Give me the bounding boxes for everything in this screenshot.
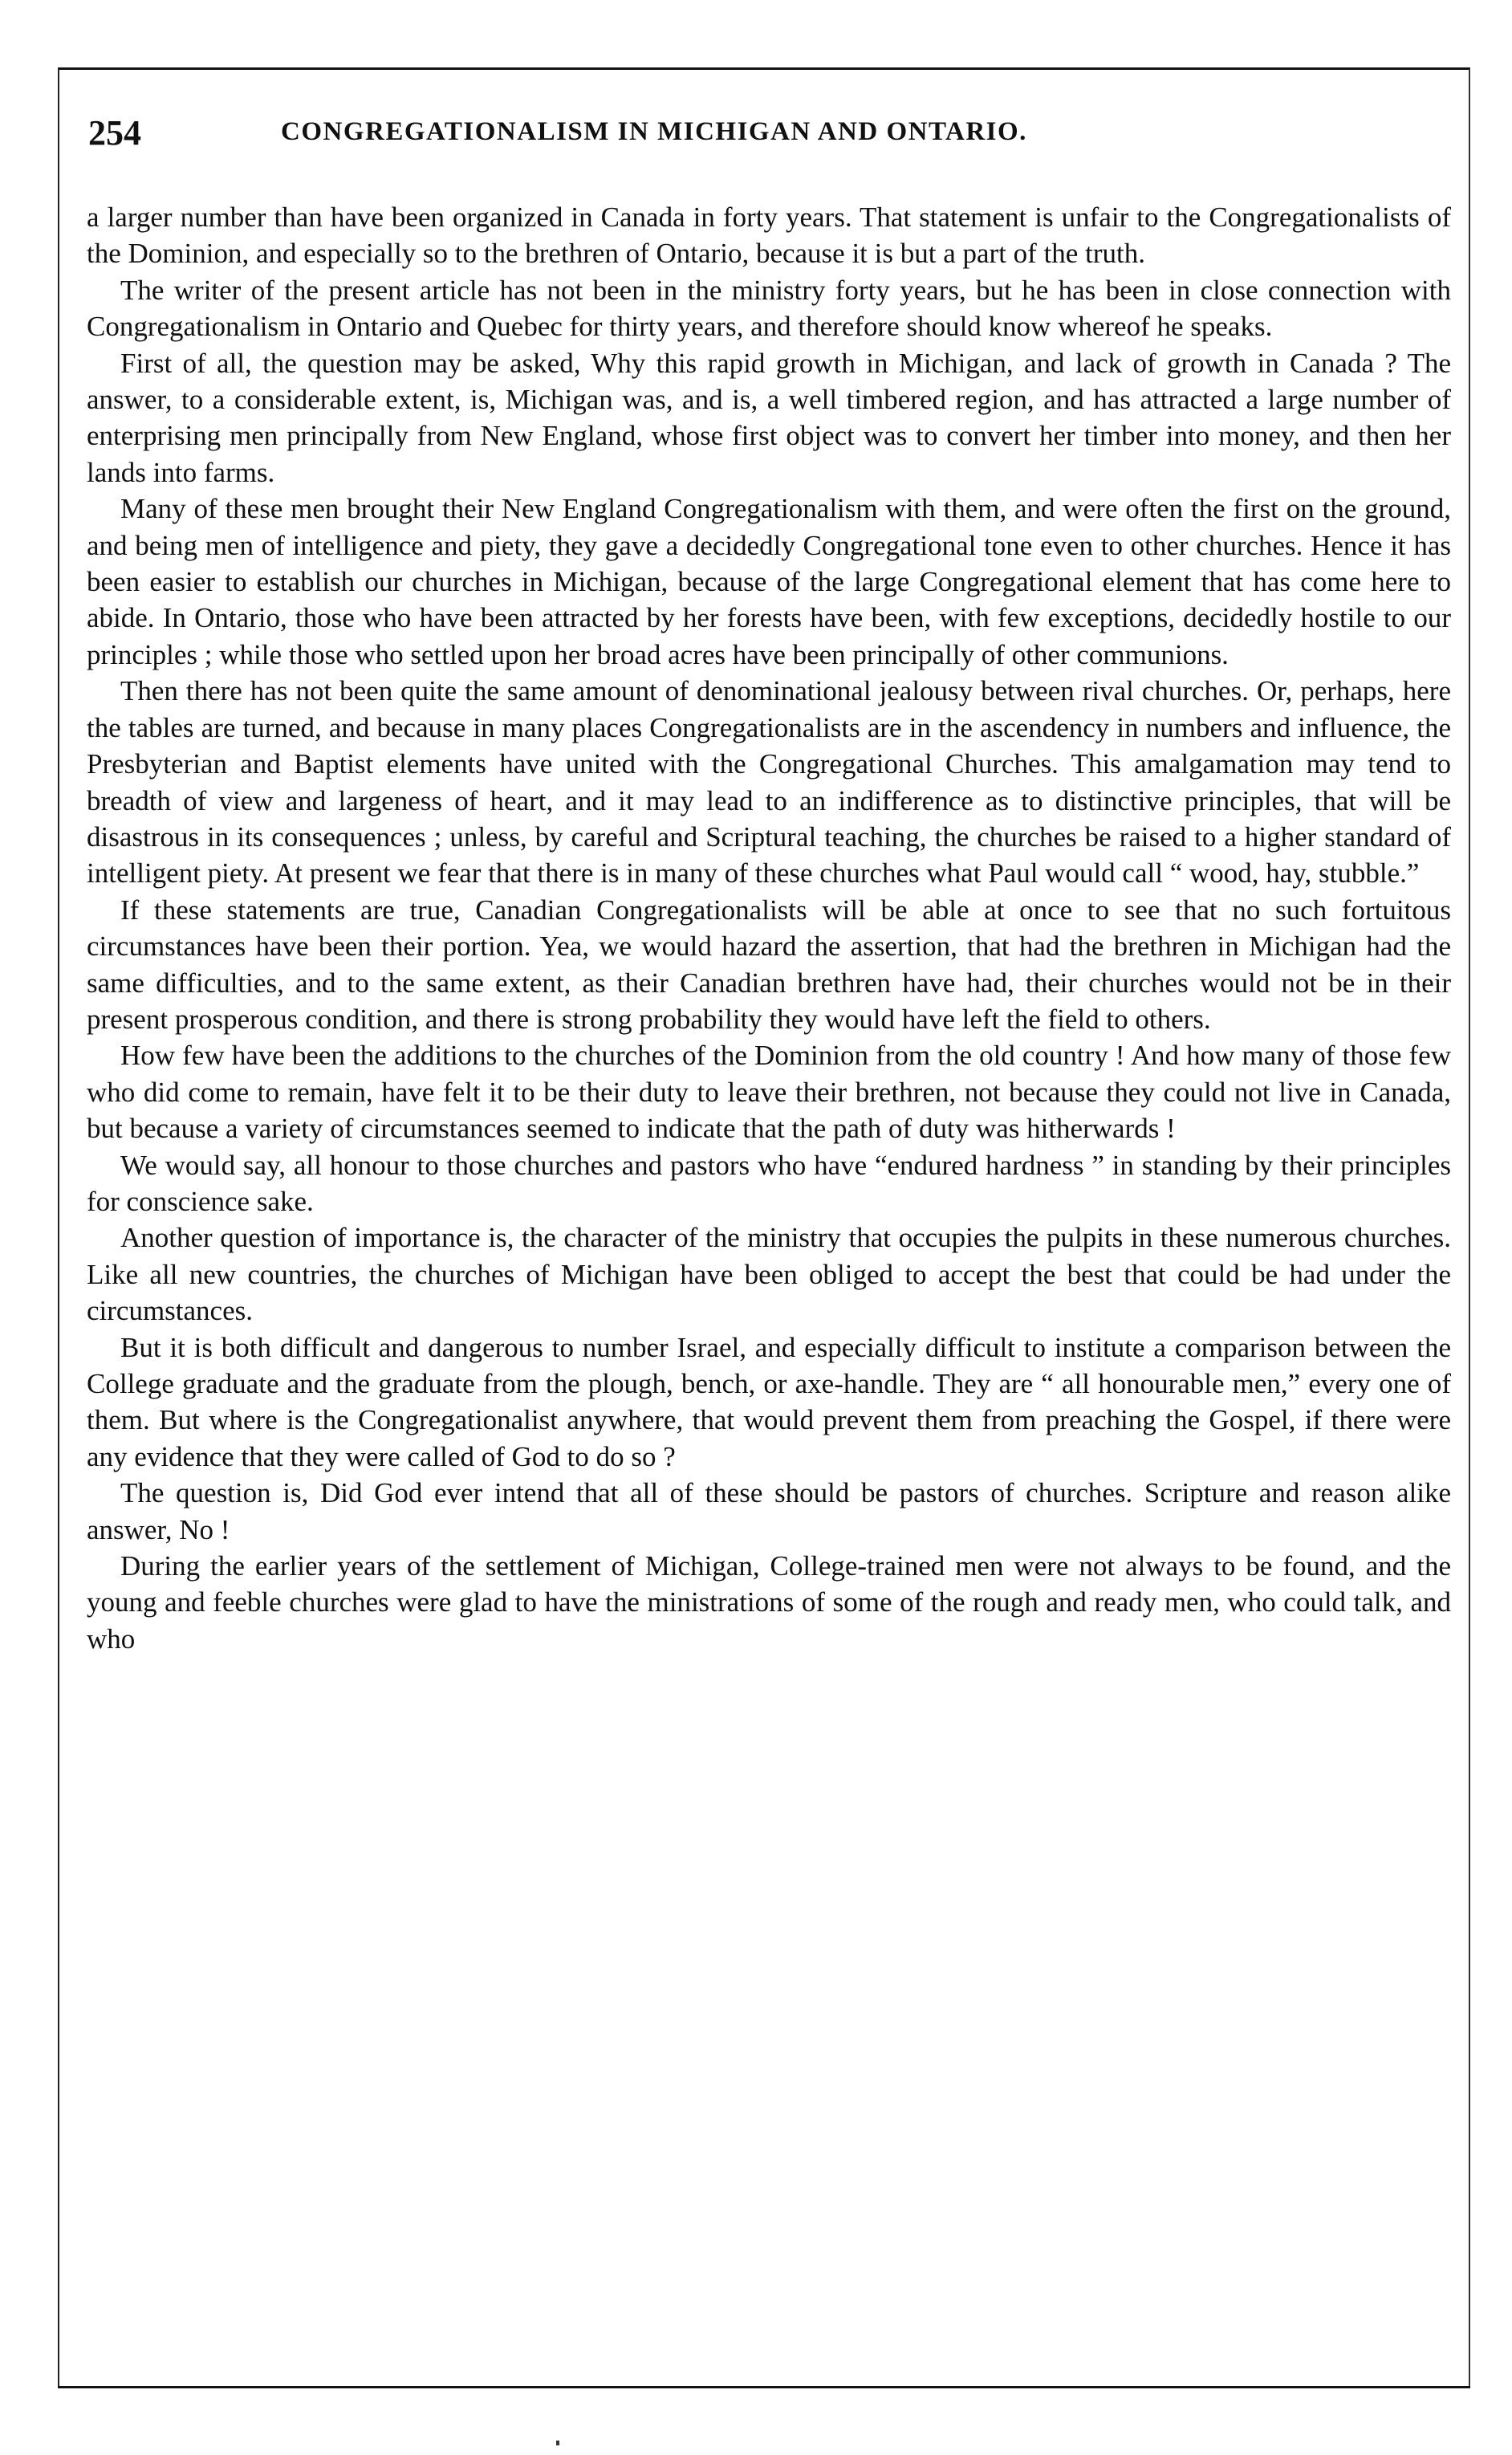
paragraph: But it is both difficult and dangerous to number Israel, and especially difficult to institute a comparison between the College graduate and the graduate from the plough, bench, or axe-handle. They are “ all honourable men,” every one of them. But where is the Congregationalist anywhere, that would prevent them from preaching the Gospel, if there were any evidence that they were called of God to do so ? <box>87 1331 1451 1472</box>
paragraph: First of all, the question may be asked, Why this rapid growth in Michigan, and lack of growth in Canada ? The answer, to a considerable extent, is, Michigan was, and is, a well timbered region, and has attracted a large number of enterprising men principally from New England, whose first object was to convert her timber into money, and then her lands into farms. <box>87 347 1451 488</box>
text-body <box>87 199 1451 1657</box>
running-title: CONGREGATIONALISM IN MICHIGAN AND ONTARIO. <box>281 117 1027 146</box>
paragraph: Another question of importance is, the character of the ministry that occupies the pulpits in these numerous churches. Like all new countries, the churches of Michigan have been obliged to accept the best that could be had under the circumstances. <box>87 1222 1451 1327</box>
paragraph: How few have been the additions to the churches of the Dominion from the old country ! And how many of those few who did come to remain, have felt it to be their duty to leave their brethren, not because they could not live in Canada, but because a variety of circumstances seemed to indicate that the path of duty was hitherwards ! <box>87 1040 1451 1145</box>
print-mark <box>556 2441 559 2445</box>
paragraph: We would say, all honour to those churches and pastors who have “endured hardness ” in standing by their principles for conscience sake. <box>87 1149 1451 1217</box>
paragraph: Then there has not been quite the same amount of denominational jealousy between rival churches. Or, perhaps, here the tables are turned, and because in many places Congregationalists are in the ascendency in numbers and influence, the Presbyterian and Baptist elements have united with the Congregational Churches. This amalgamation may tend to breadth of view and largeness of heart, and it may lead to an indifference as to distinctive principles, that will be disastrous in its consequences ; unless, by careful and Scriptural teaching, the churches be raised to a higher standard of intelligent piety. At present we fear that there is in many of these churches what Paul would call “ wood, hay, stubble.” <box>87 675 1451 890</box>
paragraph: Many of these men brought their New England Congregationalism with them, and were often the first on the ground, and being men of intelligence and piety, they gave a decidedly Congregational tone even to other churches. Hence it has been easier to establish our churches in Michigan, because of the large Congregational element that has come here to abide. In Ontario, those who have been attracted by her forests have been, with few exceptions, decidedly hostile to our principles ; while those who settled upon her broad acres have been principally of other communions. <box>87 493 1451 670</box>
paragraph: The question is, Did God ever intend that all of these should be pastors of churches. Scripture and reason alike answer, No ! <box>87 1477 1451 1545</box>
paragraph: The writer of the present article has not been in the ministry forty years, but he has been in close connection with Congregationalism in Ontario and Quebec for thirty years, and therefore should know whereof he speaks. <box>87 274 1451 343</box>
paragraph: If these statements are true, Canadian Congregationalists will be able at once to see that no such fortuitous circumstances have been their portion. Yea, we would hazard the assertion, that had the brethren in Michigan had the same difficulties, and to the same extent, as their Canadian brethren have had, their churches would not be in their present prosperous condition, and there is strong probability they would have left the field to others. <box>87 894 1451 1035</box>
page-number: 254 <box>88 113 141 153</box>
page-header <box>88 112 1445 161</box>
paragraph: a larger number than have been organized in Canada in forty years. That statement is unfair to the Congregationalists of the Dominion, and especially so to the brethren of Ontario, because it is but a part of the truth. <box>87 202 1451 270</box>
bottom-rule <box>58 2386 1470 2388</box>
paragraph: During the earlier years of the settlement of Michigan, College-trained men were not always to be found, and the young and feeble churches were glad to have the ministrations of some of the rough and ready men, who could talk, and who <box>87 1550 1451 1655</box>
